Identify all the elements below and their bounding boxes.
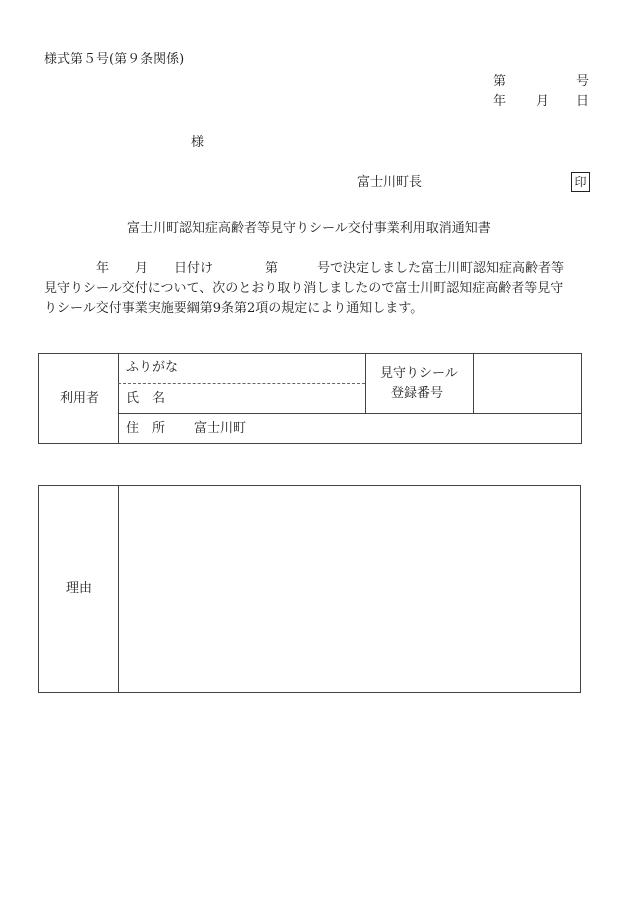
addressee-honorific: 様	[191, 135, 205, 150]
address-value: 富士川町	[194, 421, 247, 436]
reason-content-area	[119, 486, 580, 692]
user-table	[38, 353, 582, 444]
reason-table	[38, 485, 581, 693]
body-line-1: 年 月 日付け 第 号で決定しました富士川町認知症高齢者等	[44, 261, 565, 276]
date-year: 年	[493, 94, 507, 109]
user-table-divider	[473, 354, 474, 413]
user-table-divider	[118, 354, 119, 443]
form-number: 様式第５号(第９条関係)	[44, 52, 185, 67]
seal-number-label-line1: 見守りシール	[380, 366, 458, 381]
document-title: 富士川町認知症高齢者等見守りシール交付事業利用取消通知書	[127, 221, 491, 236]
date-day: 日	[576, 94, 590, 109]
doc-number-prefix: 第	[493, 74, 507, 89]
address-label: 住 所	[126, 421, 166, 436]
furigana-separator	[118, 383, 365, 384]
name-label: 氏 名	[126, 391, 166, 406]
reason-label: 理由	[66, 581, 93, 596]
furigana-label: ふりがな	[126, 360, 179, 375]
body-line-3: りシール交付事業実施要綱第9条第2項の規定により通知します。	[44, 301, 424, 316]
doc-number-suffix: 号	[576, 74, 590, 89]
body-line-2: 見守りシール交付について、次のとおり取り消しましたので富士川町認知症高齢者等見守	[44, 281, 564, 296]
user-label: 利用者	[60, 391, 100, 406]
issuer-name: 富士川町長	[357, 175, 423, 190]
body-paragraph	[44, 259, 594, 319]
seal-number-label-line2: 登録番号	[391, 386, 444, 401]
user-table-divider	[118, 413, 581, 414]
seal-stamp: 印	[571, 172, 590, 192]
date-month: 月	[536, 94, 550, 109]
user-table-divider	[365, 354, 366, 413]
